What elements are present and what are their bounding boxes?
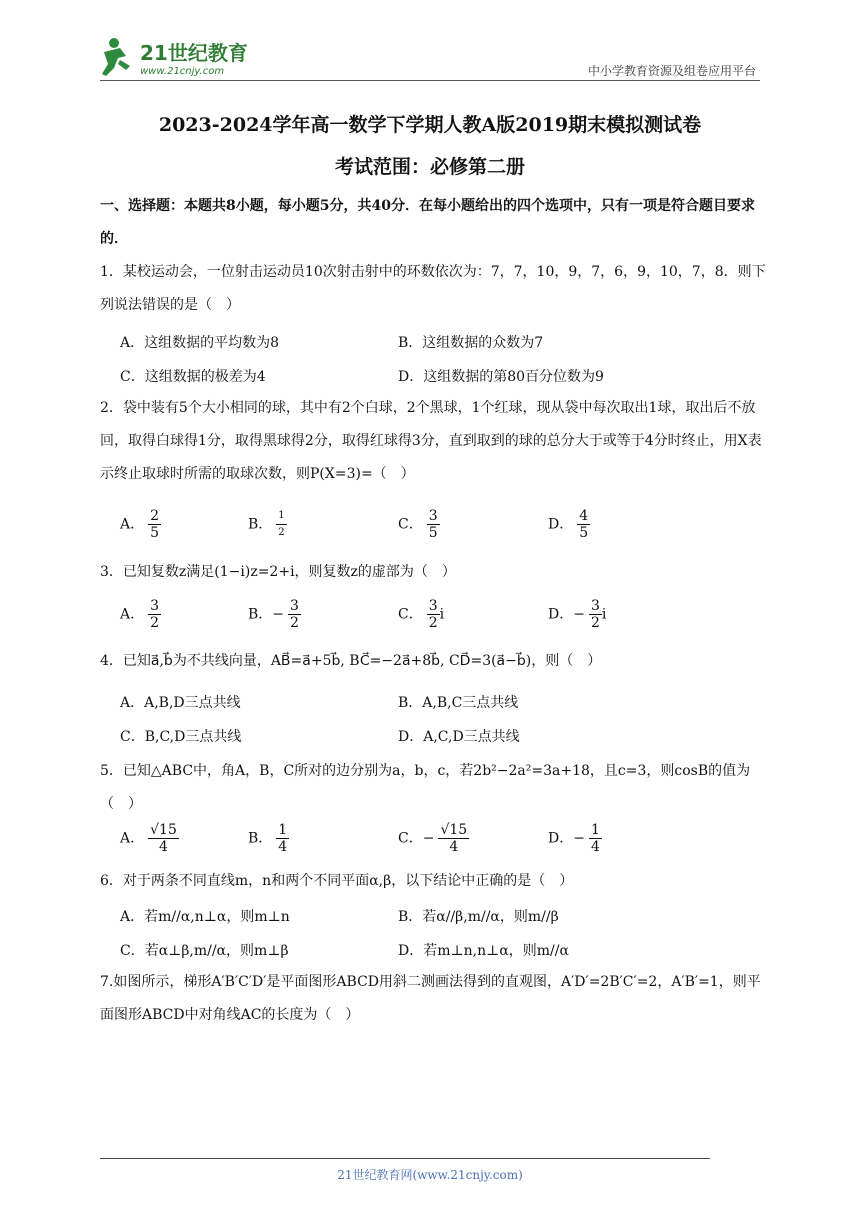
q2-option-d: D． $\frac{4}{5}$ <box>548 508 589 541</box>
q6-option-c: C．若α⊥β,m//α，则m⊥β <box>120 943 289 959</box>
q4-option-c: C．B,C,D三点共线 <box>120 729 242 745</box>
q2-option-a: A． $\frac{2}{5}$ <box>120 508 160 541</box>
q2-option-b: B． $\frac{1}{2}$ <box>248 510 285 538</box>
q6-option-b: B．若α//β,m//α，则m//β <box>398 909 559 925</box>
q3-option-d: D．− $\frac{3}{2}$ i <box>548 598 607 631</box>
footer-link[interactable]: 21世纪教育网(www.21cnjy.com) <box>337 1168 523 1182</box>
question-2-stem: 2．袋中装有5个大小相同的球，其中有2个白球，2个黑球，1个红球，现从袋中每次取出1球，取出后不放回，取得白球得1分，取得黑球得2分，取得红球得3分，直到取到的球的总分大于或等于4分时终止，用X表示终止取球时所需的取球次数，则P(X=3)=（ ） <box>100 400 762 482</box>
logo-text: 21世纪教育 <box>140 41 248 65</box>
section-heading: 一、选择题：本题共8小题，每小题5分，共40分．在每小题给出的四个选项中，只有一项是符合题目要求的． <box>100 198 755 247</box>
question-6-stem: 6．对于两条不同直线m，n和两个不同平面α,β，以下结论中正确的是（ ） <box>100 873 574 889</box>
exam-title: 2023-2024学年高一数学下学期人教A版2019期末模拟测试卷 <box>158 114 702 136</box>
q1-option-b: B．这组数据的众数为7 <box>398 335 544 351</box>
question-3-stem: 3．已知复数z满足(1−i)z=2+i，则复数z的虚部为（ ） <box>100 564 456 580</box>
q2-option-c: C． $\frac{3}{5}$ <box>398 508 438 541</box>
logo-url: www.21cnjy.com <box>140 66 225 77</box>
q6-option-a: A．若m//α,n⊥α，则m⊥n <box>120 909 290 925</box>
q3-option-a: A． $\frac{3}{2}$ <box>120 598 160 631</box>
q5-option-a: A． $\frac{√15}{4}$ <box>120 822 177 855</box>
question-5-stem: 5．已知△ABC中，角A，B，C所对的边分别为a，b，c，若2b²−2a²=3a+18，且c=3，则cosB的值为（ ） <box>100 763 751 812</box>
footer-divider <box>100 1158 710 1159</box>
q1-option-d: D．这组数据的第80百分位数为9 <box>398 369 604 385</box>
q6-option-d: D．若m⊥n,n⊥α，则m//α <box>398 943 569 959</box>
q5-option-d: D．− $\frac{1}{4}$ <box>548 822 600 855</box>
question-4-stem: 4．已知a⃗,b⃗为不共线向量，AB⃗=a⃗+5b⃗, BC⃗=−2a⃗+8b⃗, CD⃗=3(a⃗−b⃗)，则（ ） <box>100 653 602 669</box>
question-7-stem: 7.如图所示，梯形A′B′C′D′是平面图形ABCD用斜二测画法得到的直观图，A′D′=2B′C′=2，A′B′=1，则平面图形ABCD中对角线AC的长度为（ ） <box>100 974 761 1023</box>
exam-scope: 考试范围：必修第二册 <box>334 156 525 178</box>
q1-option-a: A．这组数据的平均数为8 <box>120 335 280 351</box>
q3-option-c: C． $\frac{3}{2}$ i <box>398 598 445 631</box>
q5-option-c: C．− $\frac{√15}{4}$ <box>398 822 468 855</box>
q4-option-b: B．A,B,C三点共线 <box>398 695 519 711</box>
header-platform-text: 中小学教育资源及组卷应用平台 <box>587 64 756 78</box>
q5-option-b: B． $\frac{1}{4}$ <box>248 822 288 855</box>
q1-option-c: C．这组数据的极差为4 <box>120 369 266 385</box>
header-divider <box>100 80 760 81</box>
q4-option-a: A．A,B,D三点共线 <box>120 695 241 711</box>
site-logo <box>96 36 266 80</box>
question-1-stem: 1．某校运动会，一位射击运动员10次射击射中的环数依次为：7，7，10，9，7，6，9，10，7，8．则下列说法错误的是（ ） <box>100 264 766 313</box>
q4-option-d: D．A,C,D三点共线 <box>398 729 520 745</box>
q3-option-b: B．− $\frac{3}{2}$ <box>248 598 299 631</box>
